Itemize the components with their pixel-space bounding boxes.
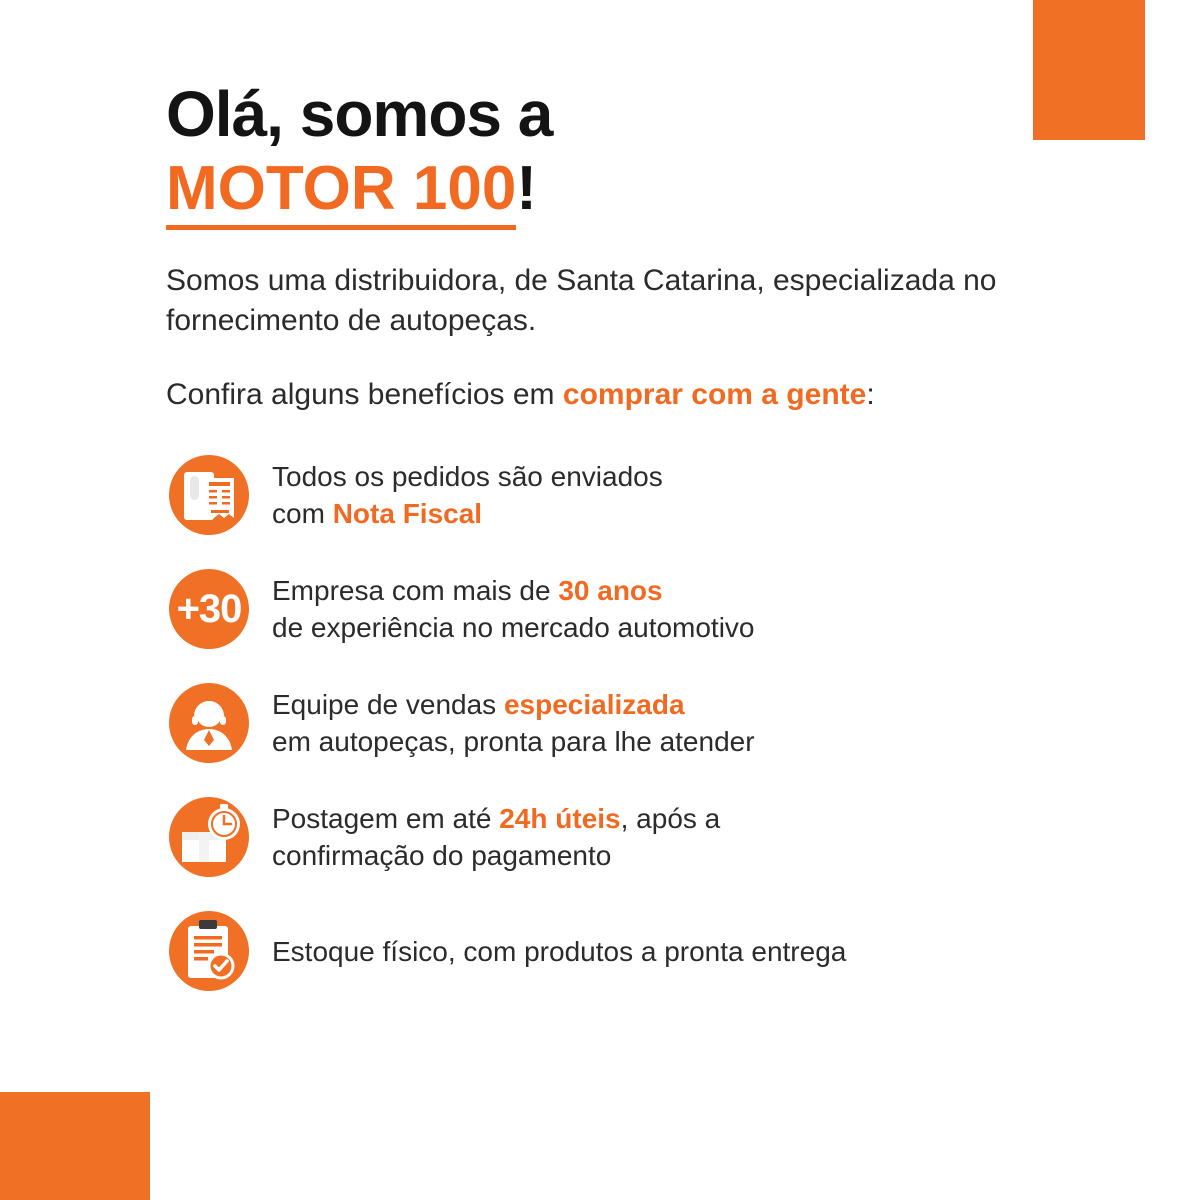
sales-agent-icon xyxy=(166,680,252,766)
benefit-1-highlight: Nota Fiscal xyxy=(332,498,483,530)
benefit-3-line1-before: Equipe de vendas xyxy=(272,689,504,721)
list-item-text xyxy=(272,572,755,646)
benefit-1-line2-before: com xyxy=(272,498,333,530)
benefit-4-highlight: 24h úteis xyxy=(499,803,621,835)
page-title: Olá, somos a xyxy=(166,78,553,150)
benefits-lead-before: Confira alguns benefícios em xyxy=(166,378,563,412)
list-item xyxy=(166,680,1106,766)
list-item xyxy=(166,908,1106,994)
benefit-2-line1-before: Empresa com mais de xyxy=(272,575,559,607)
benefit-4-line2: confirmação do pagamento xyxy=(272,840,612,872)
receipt-icon xyxy=(166,452,252,538)
benefit-2-line2: de experiência no mercado automotivo xyxy=(272,612,755,644)
sales-agent-icon-glyph xyxy=(166,680,252,766)
clipboard-check-icon xyxy=(166,908,252,994)
benefits-lead-highlight: comprar com a gente xyxy=(562,378,867,412)
receipt-icon-glyph xyxy=(166,452,252,538)
benefit-3-highlight: especializada xyxy=(503,689,685,721)
content-column xyxy=(166,78,1106,994)
benefit-1-line1: Todos os pedidos são enviados xyxy=(272,461,663,493)
list-item-text xyxy=(272,933,846,970)
brand-title xyxy=(166,156,1106,221)
benefits-lead xyxy=(166,378,1106,412)
list-item-text xyxy=(272,458,663,532)
clipboard-check-icon-glyph xyxy=(166,908,252,994)
benefits-lead-after: : xyxy=(866,378,875,412)
intro-paragraph: Somos uma distribuidora, de Santa Catarina, especializada no fornecimento de autopeças. xyxy=(166,264,997,337)
plus-30-badge-icon xyxy=(166,566,252,652)
decor-square-bottom-left xyxy=(0,1092,150,1200)
list-item-text xyxy=(272,800,720,874)
list-item-text xyxy=(272,686,755,760)
benefits-list xyxy=(166,452,1106,994)
list-item xyxy=(166,452,1106,538)
package-stopwatch-icon-glyph xyxy=(166,794,252,880)
benefit-2-highlight: 30 anos xyxy=(558,575,663,607)
benefit-4-line1-before: Postagem em até xyxy=(272,803,500,835)
years-badge-label: +30 xyxy=(176,586,242,631)
brand-name: MOTOR 100 xyxy=(166,154,516,230)
list-item xyxy=(166,794,1106,880)
benefit-3-line2: em autopeças, pronta para lhe atender xyxy=(272,726,755,758)
package-stopwatch-icon xyxy=(166,794,252,880)
list-item xyxy=(166,566,1106,652)
benefit-4-line1-after: , após a xyxy=(620,803,721,835)
benefit-5-line1: Estoque físico, com produtos a pronta entrega xyxy=(272,935,847,967)
brand-exclamation: ! xyxy=(516,154,537,223)
